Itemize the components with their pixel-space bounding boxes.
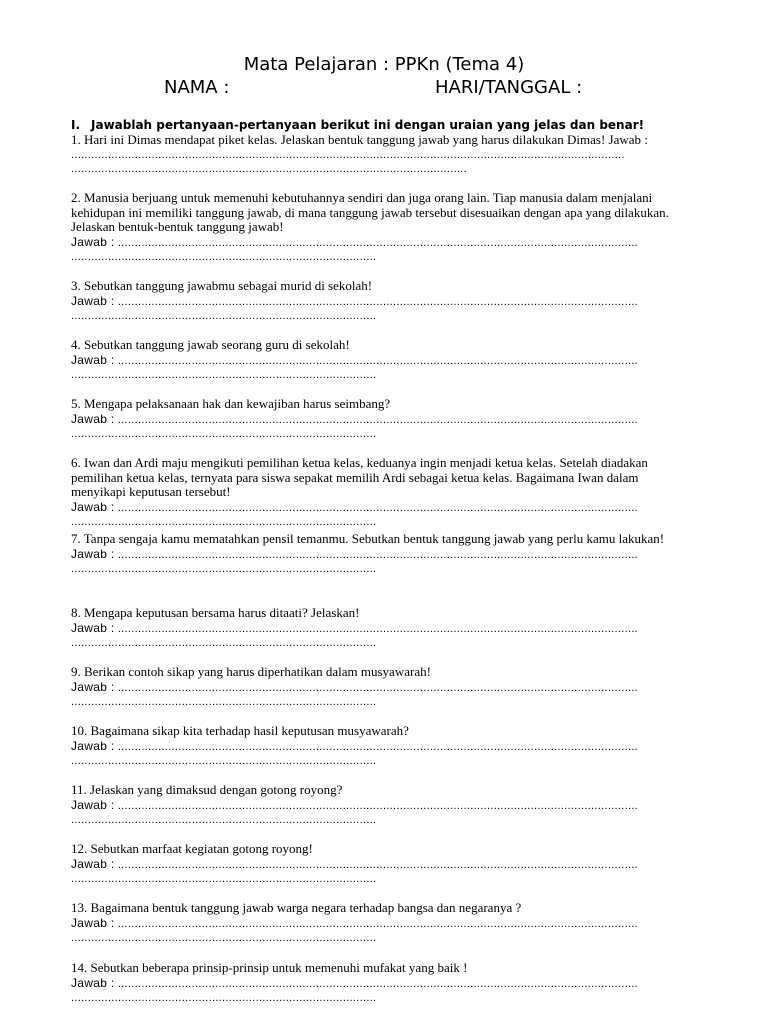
question-text: 11. Jelaskan yang dimaksud dengan gotong royong? xyxy=(71,782,343,797)
answer-line: Jawab : ........................................................................................................................................................... xyxy=(71,797,639,812)
question-text: 1. Hari ini Dimas mendapat piket kelas. Jelaskan bentuk tanggung jawab yang harus dilakukan Dimas! Jawab : xyxy=(71,132,648,147)
answer-line: Jawab : ........................................................................................................................................................... xyxy=(71,411,639,426)
question-text: 9. Berikan contoh sikap yang harus diperhatikan dalam musyawarah! xyxy=(71,664,431,679)
question-3 xyxy=(71,279,691,323)
question-text: 4. Sebutkan tanggung jawab seorang guru di sekolah! xyxy=(71,337,350,352)
answer-line: Jawab : ........................................................................................................................................................... xyxy=(71,738,639,753)
page-title: Mata Pelajaran : PPKn (Tema 4) xyxy=(243,54,525,75)
question-text: 14. Sebutkan beberapa prinsip-prinsip untuk memenuhi mufakat yang baik ! xyxy=(71,960,468,975)
question-text: 3. Sebutkan tanggung jawabmu sebagai murid di sekolah! xyxy=(71,278,373,293)
answer-line: ........................................................................................... xyxy=(71,562,377,575)
question-2 xyxy=(71,191,691,264)
question-text: 2. Manusia berjuang untuk memenuhi kebutuhannya sendiri dan juga orang lain. Tiap manusia dalam menjalani kehidupan ini memiliki tanggung jawab, di mana tanggung jawab tersebut disesuaikan dengan apa yang dilakukan. Jelaskan bentuk-bentuk tanggung jawab! xyxy=(71,190,669,234)
student-info-row xyxy=(0,77,768,99)
answer-line: Jawab : ........................................................................................................................................................... xyxy=(71,620,639,635)
question-6 xyxy=(71,456,691,529)
answer-line: Jawab : ........................................................................................................................................................... xyxy=(71,293,639,308)
answer-line: ........................................................................................... xyxy=(71,636,377,649)
answer-line: ........................................................................................... xyxy=(71,250,377,263)
answer-line: ........................................................................................... xyxy=(71,991,377,1004)
question-4 xyxy=(71,338,691,382)
answer-line: Jawab : ........................................................................................................................................................... xyxy=(71,352,639,367)
question-5 xyxy=(71,397,691,441)
answer-line: ..................................................................................................................................................................... xyxy=(71,148,625,161)
question-7 xyxy=(71,532,691,576)
question-text: 13. Bagaimana bentuk tanggung jawab warga negara terhadap bangsa dan negaranya ? xyxy=(71,900,522,915)
question-1 xyxy=(71,133,691,176)
answer-line: Jawab : ........................................................................................................................................................... xyxy=(71,499,639,514)
question-13 xyxy=(71,901,691,945)
question-text: 7. Tanpa sengaja kamu mematahkan pensil temanmu. Sebutkan bentuk tanggung jawab yang perlu kamu lakukan! xyxy=(71,531,665,546)
nama-label: NAMA : xyxy=(164,77,230,98)
question-text: 12. Sebutkan marfaat kegiatan gotong royong! xyxy=(71,841,313,856)
answer-line: ........................................................................................... xyxy=(71,813,377,826)
question-10 xyxy=(71,724,691,768)
answer-line: Jawab : ........................................................................................................................................................... xyxy=(71,234,639,249)
answer-line: ........................................................................................... xyxy=(71,515,377,528)
answer-line: ...................................................................................................................... xyxy=(71,162,468,175)
question-text: 10. Bagaimana sikap kita terhadap hasil keputusan musyawarah? xyxy=(71,723,409,738)
question-11 xyxy=(71,783,691,827)
answer-line: Jawab : ........................................................................................................................................................... xyxy=(71,915,639,930)
answer-line: ........................................................................................... xyxy=(71,427,377,440)
instruction-text: Jawablah pertanyaan-pertanyaan berikut ini dengan uraian yang jelas dan benar! xyxy=(91,118,645,132)
answer-line: Jawab : ........................................................................................................................................................... xyxy=(71,546,639,561)
question-text: 8. Mengapa keputusan bersama harus ditaati? Jelaskan! xyxy=(71,605,360,620)
answer-line: ........................................................................................... xyxy=(71,309,377,322)
section-instruction xyxy=(71,118,691,133)
answer-line: ........................................................................................... xyxy=(71,931,377,944)
section-number: I. xyxy=(71,118,81,132)
question-14 xyxy=(71,961,691,1005)
answer-line: ........................................................................................... xyxy=(71,695,377,708)
question-12 xyxy=(71,842,691,886)
question-8 xyxy=(71,606,691,650)
question-text: 6. Iwan dan Ardi maju mengikuti pemilihan ketua kelas, keduanya ingin menjadi ketua kelas. Setelah diadakan pemilihan ketua kelas, ternyata para siswa sepakat memilih Ardi sebagai ketua kelas. Bagaimana Iwan dalam menyikapi keputusan tersebut! xyxy=(71,455,648,499)
question-text: 5. Mengapa pelaksanaan hak dan kewajiban harus seimbang? xyxy=(71,396,391,411)
hari-tanggal-label: HARI/TANGGAL : xyxy=(435,77,583,98)
answer-line: Jawab : ........................................................................................................................................................... xyxy=(71,679,639,694)
answer-line: ........................................................................................... xyxy=(71,754,377,767)
answer-line: ........................................................................................... xyxy=(71,872,377,885)
question-9 xyxy=(71,665,691,709)
answer-line: Jawab : ........................................................................................................................................................... xyxy=(71,856,639,871)
answer-line: ........................................................................................... xyxy=(71,368,377,381)
answer-line: Jawab : ........................................................................................................................................................... xyxy=(71,975,639,990)
